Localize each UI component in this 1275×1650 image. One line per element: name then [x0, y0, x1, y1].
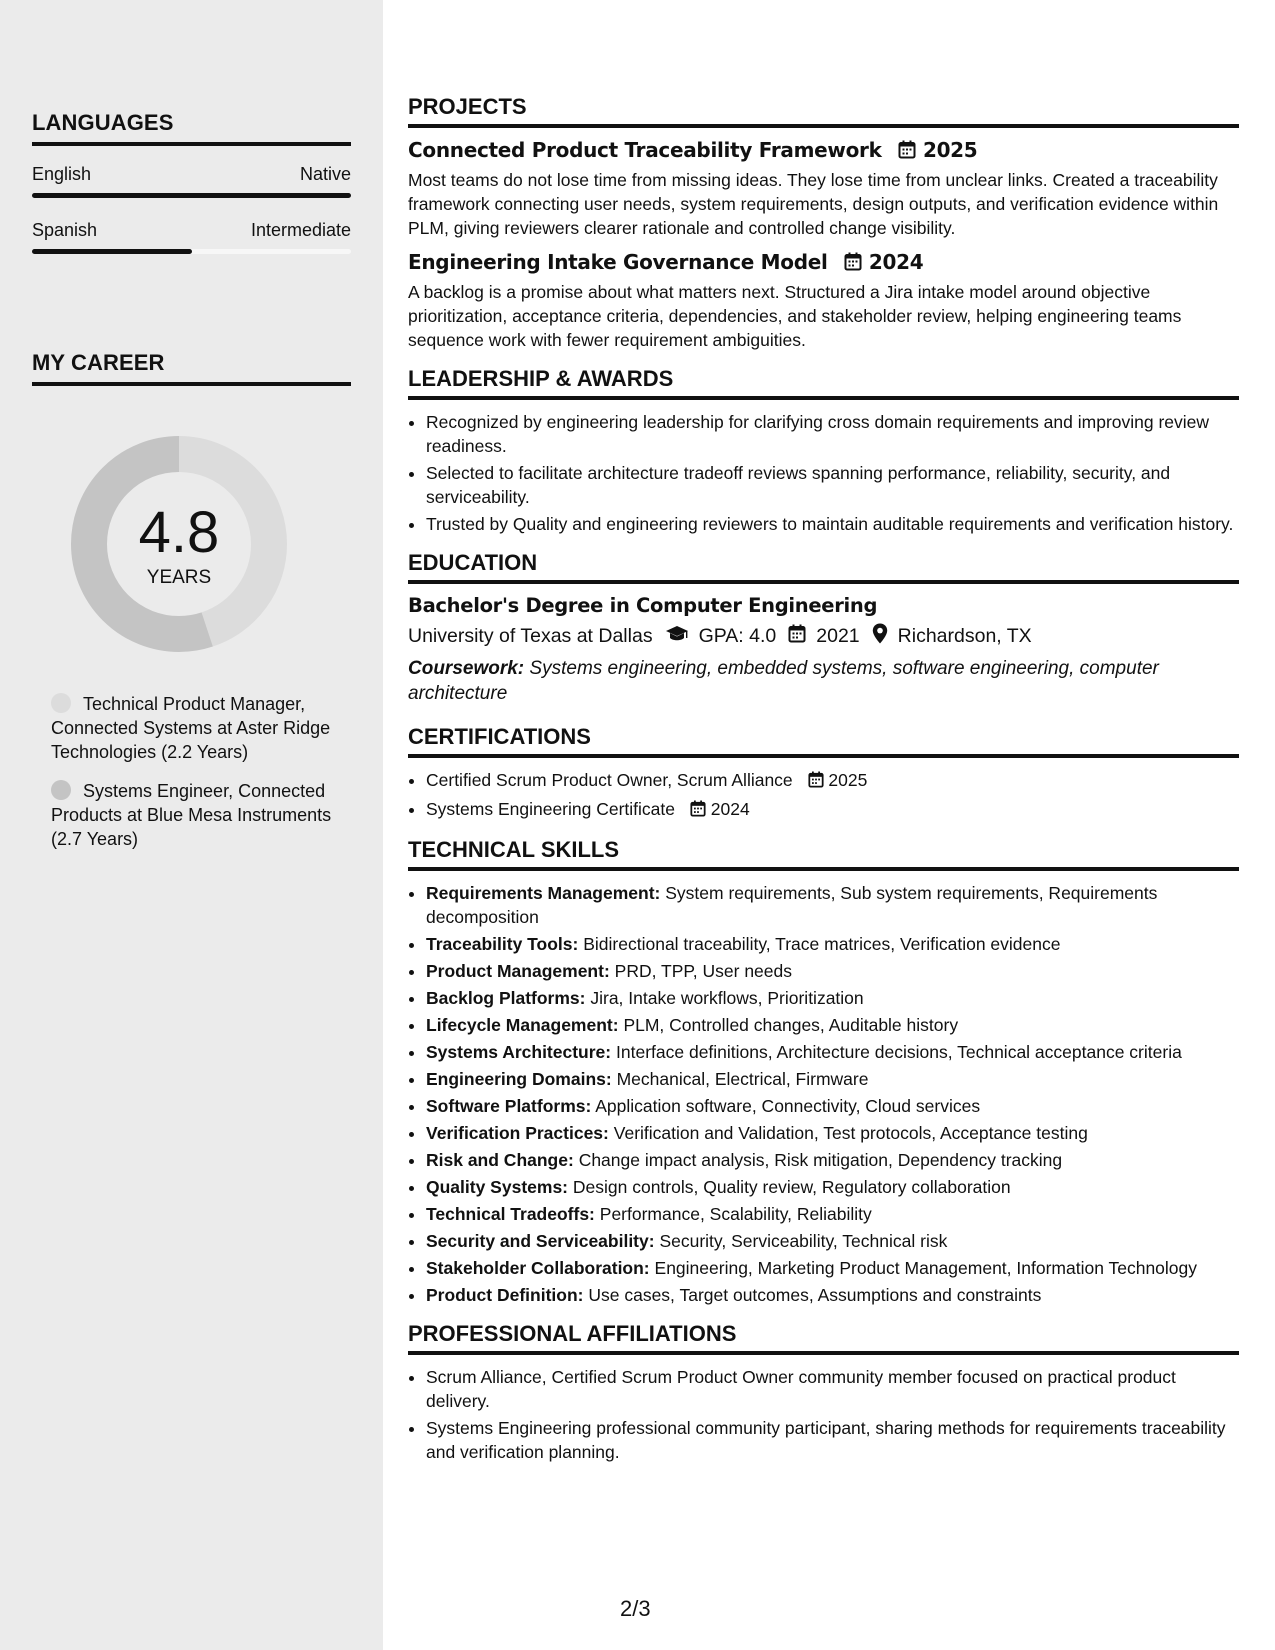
skill-item	[426, 959, 1239, 983]
career-item	[51, 779, 341, 851]
project-year: 2025	[922, 138, 978, 162]
skill-label: Risk and Change:	[426, 1150, 574, 1170]
career-heading: MY CAREER	[32, 350, 351, 386]
language-proficiency-bar	[32, 193, 351, 198]
project-item	[408, 138, 1239, 240]
career-years-value: 4.8	[138, 500, 220, 565]
calendar-icon	[788, 624, 806, 649]
career-legend-dot	[51, 693, 71, 713]
skill-label: Engineering Domains:	[426, 1069, 612, 1089]
skill-item	[426, 986, 1239, 1010]
education-location: Richardson, TX	[897, 625, 1032, 647]
education-coursework	[408, 656, 1239, 706]
skill-item	[426, 1202, 1239, 1226]
skill-value: Design controls, Quality review, Regulatory collaboration	[572, 1177, 1011, 1197]
skill-label: Verification Practices:	[426, 1123, 609, 1143]
skill-label: Product Definition:	[426, 1285, 584, 1305]
skill-value: Verification and Validation, Test protocols, Acceptance testing	[613, 1123, 1088, 1143]
project-description: A backlog is a promise about what matters next. Structured a Jira intake model around objective prioritization, acceptance criteria, dependencies, and stakeholder review, helping engineering teams sequence work with fewer requirement ambiguities.	[408, 282, 1182, 350]
career-item	[51, 692, 341, 764]
skill-item	[426, 932, 1239, 956]
skill-label: Technical Tradeoffs:	[426, 1204, 595, 1224]
education-details	[408, 623, 1239, 650]
skill-label: Requirements Management:	[426, 883, 661, 903]
skill-value: Interface definitions, Architecture decisions, Technical acceptance criteria	[616, 1042, 1182, 1062]
skill-label: Quality Systems:	[426, 1177, 568, 1197]
main-content	[408, 94, 1239, 1478]
project-title: Engineering Intake Governance Model	[408, 250, 828, 274]
education-section	[408, 550, 1239, 706]
education-gpa: GPA: 4.0	[698, 625, 777, 647]
project-description: Most teams do not lose time from missing ideas. They lose time from unclear links. Created a traceability framework connecting user needs, system requirements, design outputs, and verification evidence within PLM, giving reviewers clearer rationale and controlled change visibility.	[408, 170, 1219, 238]
language-level: Native	[299, 164, 351, 184]
project-item	[408, 250, 1239, 352]
coursework-text: Systems engineering, embedded systems, software engineering, computer architecture	[408, 658, 1159, 704]
coursework-label: Coursework:	[408, 658, 525, 679]
page-number: 2/3	[620, 1596, 651, 1621]
language-item	[32, 220, 351, 254]
skill-value: Jira, Intake workflows, Prioritization	[590, 988, 864, 1008]
list-item: • Recognized by engineering leadership for clarifying cross domain requirements and improving review readiness.	[426, 410, 1239, 458]
career-legend-dot	[51, 780, 71, 800]
skills-section	[408, 837, 1239, 1307]
certification-name: Certified Scrum Product Owner, Scrum Alliance	[426, 770, 793, 790]
calendar-icon	[690, 799, 706, 823]
languages-section	[32, 110, 351, 254]
skill-label: Stakeholder Collaboration:	[426, 1258, 650, 1278]
skill-label: Software Platforms:	[426, 1096, 592, 1116]
list-item: • Selected to facilitate architecture tradeoff reviews spanning performance, reliability, security, and serviceability.	[426, 461, 1239, 509]
skill-item	[426, 1283, 1239, 1307]
skill-item	[426, 881, 1239, 929]
education-degree: Bachelor's Degree in Computer Engineering	[408, 594, 878, 617]
skill-value: Change impact analysis, Risk mitigation, Dependency tracking	[578, 1150, 1063, 1170]
career-donut-chart	[66, 431, 292, 657]
skill-value: Application software, Connectivity, Cloud services	[595, 1096, 981, 1116]
skill-item	[426, 1094, 1239, 1118]
skill-label: Backlog Platforms:	[426, 988, 586, 1008]
career-item-text: Systems Engineer, Connected Products at Blue Mesa Instruments (2.7 Years)	[51, 781, 332, 849]
certification-year: 2024	[710, 799, 750, 819]
language-name: English	[32, 164, 92, 184]
career-item-text: Technical Product Manager, Connected Systems at Aster Ridge Technologies (2.2 Years)	[51, 694, 331, 762]
career-section	[32, 350, 351, 386]
skill-value: Security, Serviceability, Technical risk	[659, 1231, 948, 1251]
skill-value: PRD, TPP, User needs	[614, 961, 793, 981]
affiliations-heading: PROFESSIONAL AFFILIATIONS	[408, 1321, 1239, 1355]
skill-label: Security and Serviceability:	[426, 1231, 655, 1251]
skill-label: Lifecycle Management:	[426, 1015, 619, 1035]
certification-name: Systems Engineering Certificate	[426, 799, 675, 819]
list-item: • Systems Engineering professional community participant, sharing methods for requirements traceability and verification planning.	[426, 1416, 1239, 1464]
calendar-icon	[898, 140, 916, 164]
graduation-cap-icon	[665, 625, 689, 649]
skill-item	[426, 1013, 1239, 1037]
education-heading: EDUCATION	[408, 550, 1239, 584]
leadership-list	[408, 410, 1239, 536]
skill-item	[426, 1175, 1239, 1199]
location-pin-icon	[872, 623, 888, 650]
skill-item	[426, 1256, 1239, 1280]
list-item	[426, 768, 1239, 794]
projects-heading: PROJECTS	[408, 94, 1239, 128]
skill-label: Product Management:	[426, 961, 610, 981]
skill-label: Traceability Tools:	[426, 934, 579, 954]
skills-list	[408, 881, 1239, 1307]
affiliations-section	[408, 1321, 1239, 1464]
project-year: 2024	[868, 250, 924, 274]
language-proficiency-fill	[32, 249, 192, 254]
skill-value: PLM, Controlled changes, Auditable history	[623, 1015, 959, 1035]
skill-label: Systems Architecture:	[426, 1042, 612, 1062]
projects-section	[408, 94, 1239, 352]
list-item: • Scrum Alliance, Certified Scrum Product Owner community member focused on practical product delivery.	[426, 1365, 1239, 1413]
calendar-icon	[808, 770, 824, 794]
skill-item	[426, 1148, 1239, 1172]
career-years-unit: YEARS	[146, 567, 212, 588]
education-year: 2021	[816, 625, 860, 647]
skill-value: Use cases, Target outcomes, Assumptions and constraints	[588, 1285, 1042, 1305]
affiliations-list	[408, 1365, 1239, 1464]
sidebar	[0, 0, 383, 1650]
language-proficiency-bar	[32, 249, 351, 254]
leadership-section	[408, 366, 1239, 536]
skills-heading: TECHNICAL SKILLS	[408, 837, 1239, 871]
skill-item	[426, 1067, 1239, 1091]
calendar-icon	[844, 252, 862, 276]
certifications-list	[408, 768, 1239, 823]
project-title: Connected Product Traceability Framework	[408, 138, 882, 162]
language-proficiency-fill	[32, 193, 351, 198]
skill-value: System requirements, Sub system requirements, Requirements decomposition	[426, 883, 1158, 927]
certification-year: 2025	[828, 770, 868, 790]
leadership-heading: LEADERSHIP & AWARDS	[408, 366, 1239, 400]
education-school: University of Texas at Dallas	[408, 625, 653, 647]
skill-value: Bidirectional traceability, Trace matrices, Verification evidence	[583, 934, 1061, 954]
language-level: Intermediate	[250, 220, 351, 240]
list-item: • Trusted by Quality and engineering reviewers to maintain auditable requirements and verification history.	[426, 512, 1239, 536]
skill-value: Mechanical, Electrical, Firmware	[616, 1069, 869, 1089]
certifications-section	[408, 724, 1239, 823]
certifications-heading: CERTIFICATIONS	[408, 724, 1239, 758]
list-item	[426, 797, 1239, 823]
language-name: Spanish	[32, 220, 98, 240]
skill-item	[426, 1229, 1239, 1253]
skill-item	[426, 1121, 1239, 1145]
skill-item	[426, 1040, 1239, 1064]
languages-heading: LANGUAGES	[32, 110, 351, 146]
language-item	[32, 164, 351, 198]
skill-value: Performance, Scalability, Reliability	[599, 1204, 872, 1224]
skill-value: Engineering, Marketing Product Management, Information Technology	[654, 1258, 1198, 1278]
